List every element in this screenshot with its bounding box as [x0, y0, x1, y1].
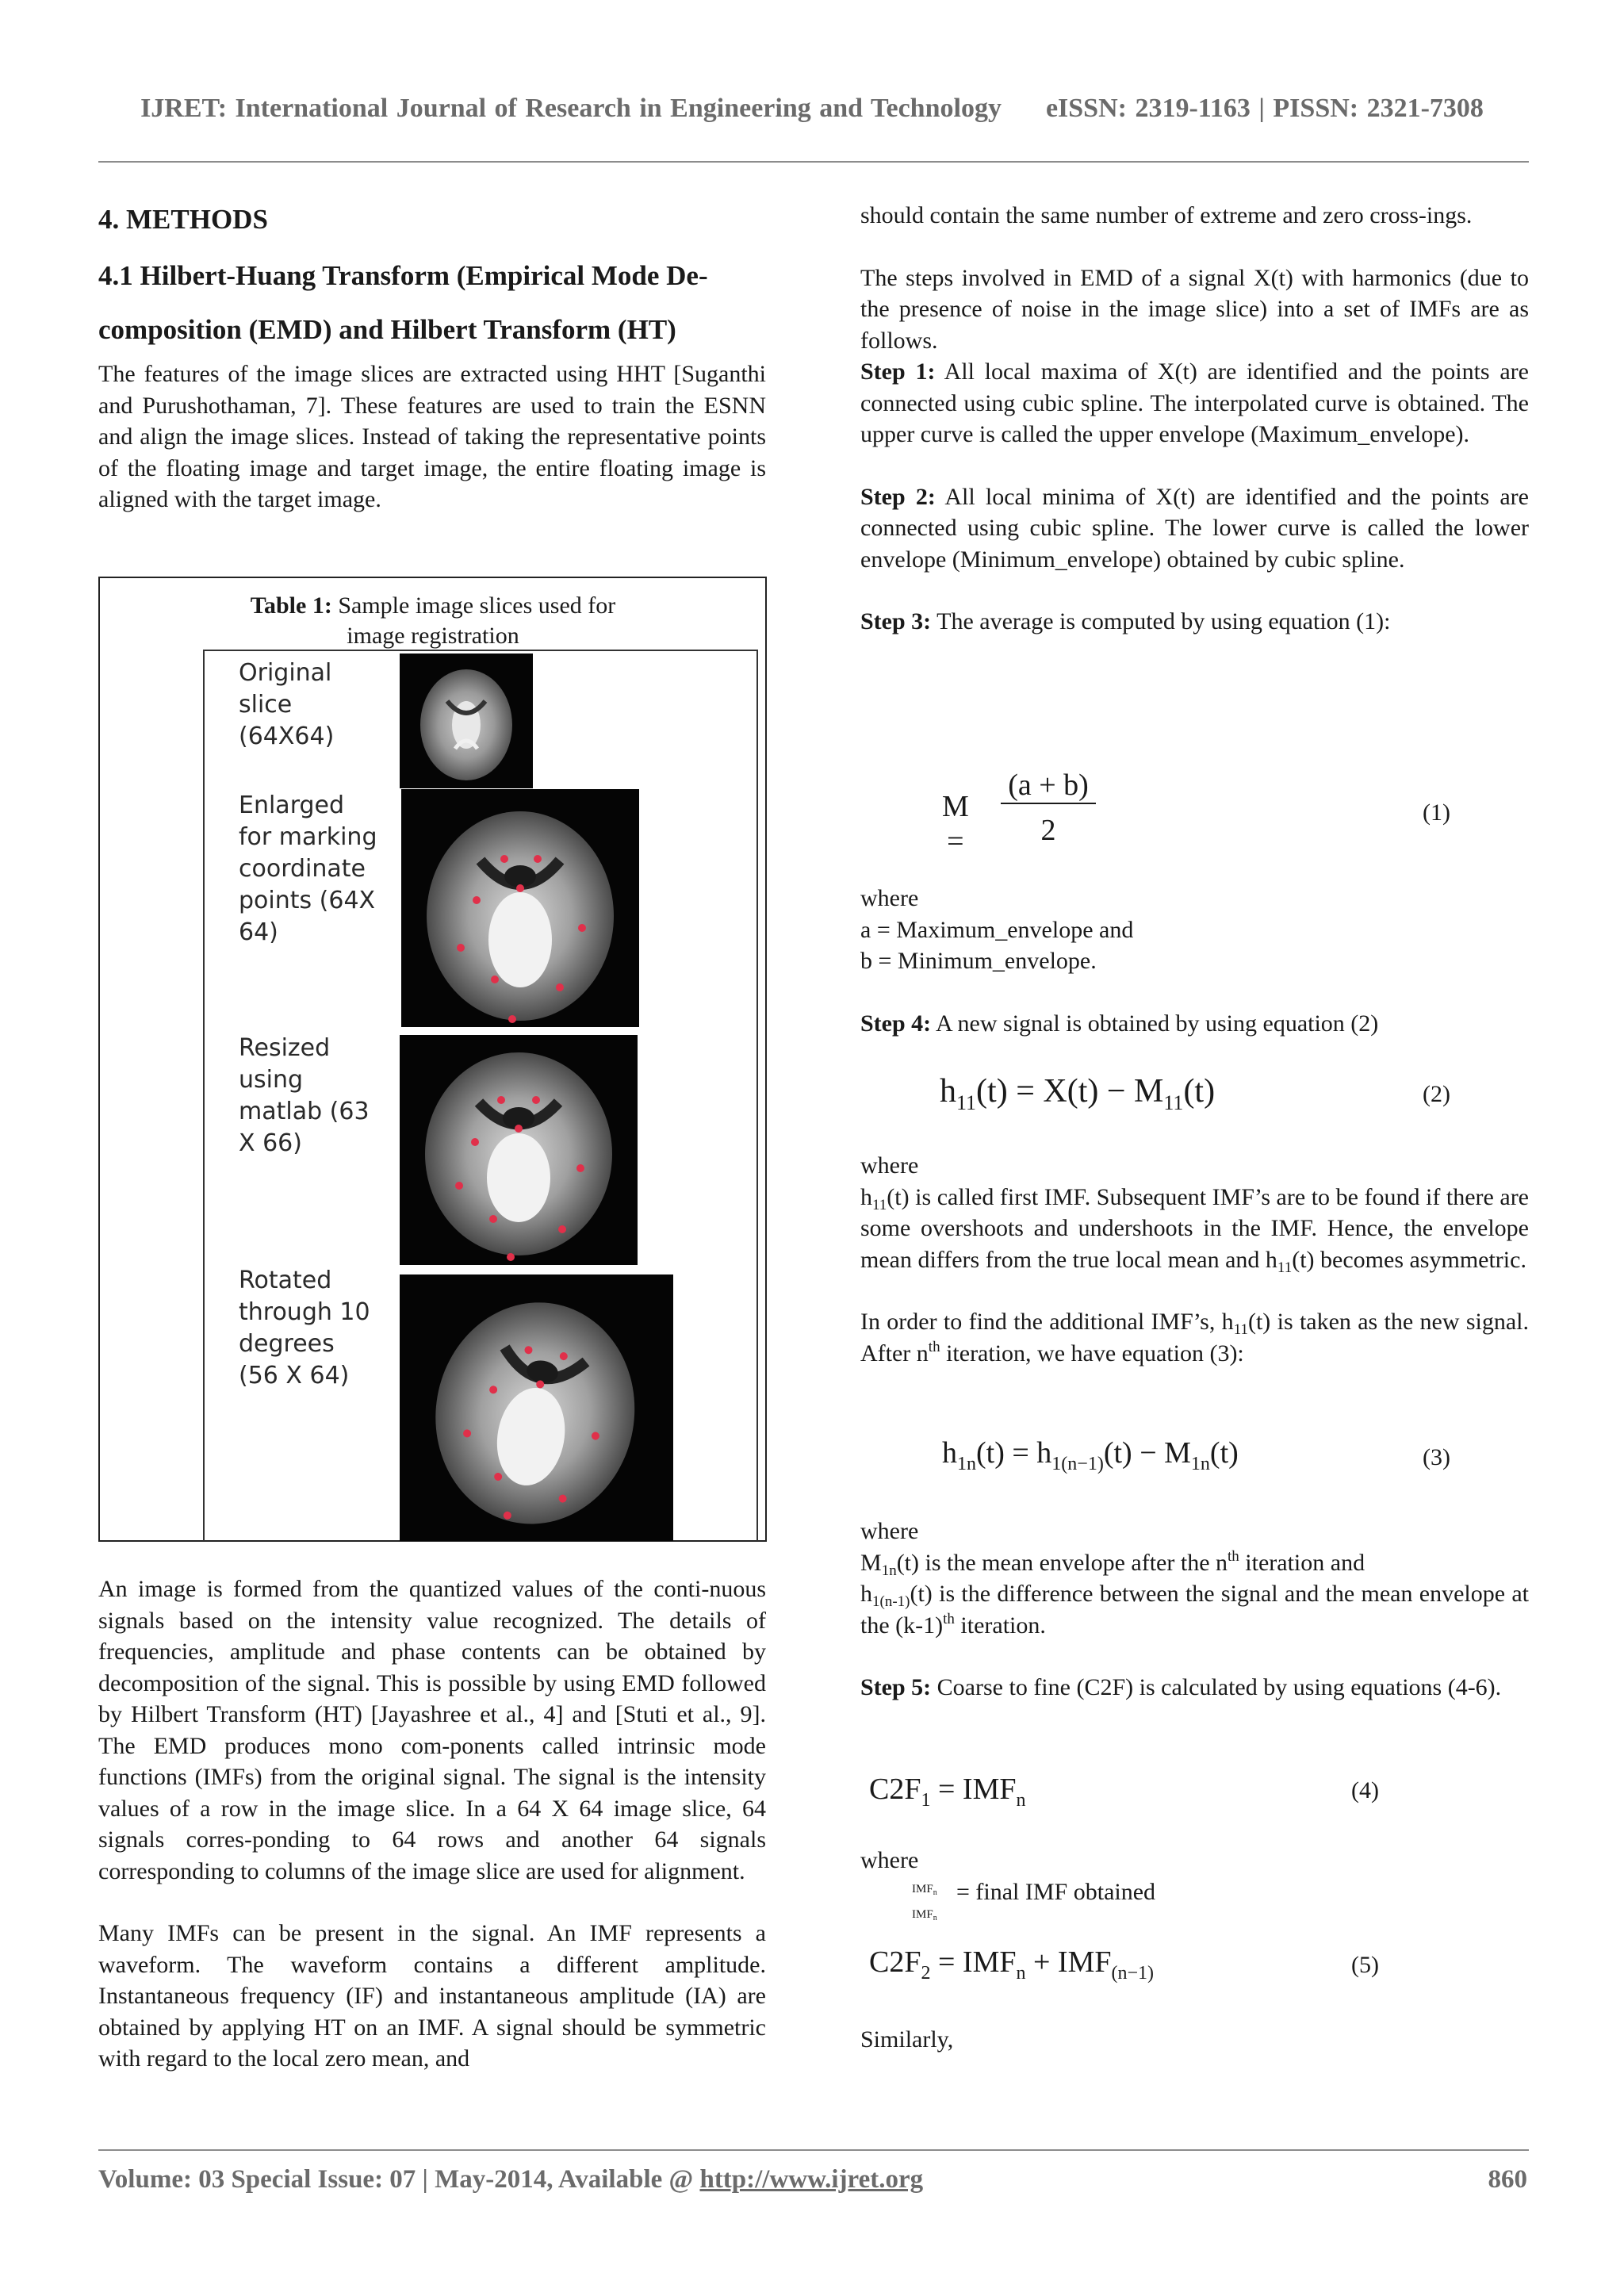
- section-title: 4. METHODS: [98, 204, 268, 235]
- footer-rule: [98, 2149, 1529, 2151]
- imf-n-symbol: $IMF_n$ $IMF_n$: [912, 1883, 937, 1922]
- right-where-2: [860, 1150, 1529, 1369]
- paragraph-step3: Step 3: The average is computed by using equation (1):: [860, 608, 1391, 634]
- page-number: 860: [1488, 2165, 1527, 2194]
- eq3-number: (3): [1423, 1444, 1450, 1470]
- brain-rotated-image: [400, 1274, 673, 1541]
- subsection-title-line1: 4.1 Hilbert-Huang Transform (Empirical Mode De-: [98, 260, 708, 291]
- eq1-denominator: 2: [1040, 814, 1056, 847]
- header-rule: [98, 161, 1529, 163]
- brain-enlarged-image: [401, 789, 639, 1027]
- paragraph-image-formation: An image is formed from the quantized values of the conti-nuous signals based on the intensity value recognized. The details of frequencies, amplitude and phase contents can be obtained by decomposition of the signal. This is possible by using EMD followed by Hilbert Transform (HT) [Jayashree et al., 4] and [Stuti et al., 9]. The EMD produces mono com-ponents called intrinsic mode functions (IMFs) from the original signal. The signal is the intensity values of a row in the image slice. In a 64 X 64 image slice, 64 signals corres-ponding to 64 rows and another 64 signals corresponding to columns of the image slice are used for alignment.: [98, 1576, 766, 1884]
- brain-resized-image: [400, 1035, 638, 1265]
- row-label-resized: Resized using matlab (63 X 66): [239, 1034, 370, 1157]
- journal-title: IJRET: International Journal of Research in Engineering and Technology: [140, 94, 1002, 123]
- running-header: [0, 94, 1624, 124]
- paragraph-step4: Step 4: A new signal is obtained by using equation (2): [860, 1010, 1379, 1037]
- table-1: [98, 577, 767, 1542]
- paragraph-order: In order to find the additional IMF’s, $h_{11}(t)$ is taken as the new signal. After $n^{th}$ iteration, we have equation (3):: [860, 1309, 1529, 1366]
- paragraph-emd-steps: The steps involved in EMD of a signal X(t) with harmonics (due to the presence of noise in the image slice) into a set of IMFs are as follows.: [860, 264, 1529, 354]
- where-label-4: where: [860, 1847, 919, 1873]
- subsection-title-line2: composition (EMD) and Hilbert Transform (HT): [98, 314, 676, 345]
- right-column: [860, 200, 1529, 638]
- row-label-enlarged: Enlarged for marking coordinate points (64X 64): [239, 792, 377, 946]
- equation-3: $h_{1n}(t) = h_{1(n-1)}(t) - M_{1n}(t)$: [942, 1436, 1239, 1474]
- paragraph-h11: $h_{11}(t)$ is called first IMF. Subsequent IMF’s are to be found if there are some overshoots and undershoots in the IMF. Hence, the envelope mean differs from the true local mean and $h_{11}(t)$ becomes asymmetric.: [860, 1183, 1529, 1276]
- eq1-numerator: (a + b): [1001, 768, 1096, 804]
- footer-volume: Volume: 03 Special Issue: 07 | May-2014, Available @: [98, 2165, 700, 2194]
- where-b: b = Minimum_envelope.: [860, 948, 1097, 974]
- equation-4: $C2F_1 = IMF_n$: [869, 1773, 1026, 1811]
- equation-2: $h_{11}(t) = X(t) - M_{11}(t)$: [940, 1073, 1216, 1114]
- right-similarly: [860, 2024, 1529, 2056]
- eq1-number: (1): [1423, 799, 1450, 826]
- paragraph-h1n: $h_{1(n-1)}(t)$ is the difference between the signal and the mean envelope at the $(k-1)^{th}$ iteration.: [860, 1581, 1529, 1639]
- right-where-4: [860, 1845, 1529, 1876]
- right-where-3: [860, 1516, 1529, 1704]
- row-label-rotated: Rotated through 10 degrees (56 X 64): [239, 1267, 370, 1389]
- table-caption: Table 1: Sample image slices used for image registration: [250, 592, 616, 649]
- right-where-1: [860, 883, 1529, 1039]
- where-label-2: where: [860, 1152, 919, 1179]
- left-column-lower: [98, 1573, 766, 2075]
- paragraph-step1: Step 1: All local maxima of X(t) are identified and the points are connected using cubic spline. The interpolated curve is obtained. The upper curve is called the upper envelope (Maximum_envelope).: [860, 358, 1529, 447]
- paragraph-hht-features: The features of the image slices are extracted using HHT [Suganthi and Purushothaman, 7]. These features are used to train the ESNN and align the image slices. Instead of taking the representative points of the floating image and target image, the entire floating image is aligned with the target image.: [98, 361, 766, 512]
- issn: eISSN: 2319-1163 | PISSN: 2321-7308: [1045, 94, 1484, 123]
- eq1-lhs: M =: [942, 790, 969, 858]
- paragraph-step5: Step 5: Coarse to fine (C2F) is calculated by using equations (4-6).: [860, 1674, 1502, 1700]
- equation-5: $C2F_2 = IMF_n + IMF_{(n-1)}$: [869, 1945, 1155, 1984]
- eq2-number: (2): [1423, 1081, 1450, 1107]
- paragraph-step2: Step 2: All local minima of X(t) are identified and the points are connected using cubic spline. The lower curve is called the lower envelope (Minimum_envelope) obtained by cubic spline.: [860, 483, 1529, 573]
- left-column: [98, 201, 766, 516]
- footer: [98, 2165, 1529, 2194]
- brain-original-image: [400, 654, 533, 788]
- row-label-original: Original slice (64X64): [239, 659, 335, 750]
- eq5-number: (5): [1351, 1952, 1379, 1978]
- similarly-text: Similarly,: [860, 2026, 954, 2053]
- final-imf-text: = final IMF obtained: [956, 1879, 1156, 1905]
- where-label-3: where: [860, 1518, 919, 1544]
- where-label: where: [860, 885, 919, 911]
- paragraph-imf: Many IMFs can be present in the signal. An IMF represents a waveform. The waveform contains a different amplitude. Instantaneous frequency (IF) and instantaneous amplitude (IA) are obtained by applying HT on an IMF. A signal should be symmetric with regard to the local zero mean, and: [98, 1920, 766, 2072]
- eq4-number: (4): [1351, 1777, 1379, 1803]
- paragraph-m1n: $M_{1n}(t)$ is the mean envelope after the $n^{th}$ iteration and: [860, 1547, 1365, 1579]
- footer-link[interactable]: http://www.ijret.org: [699, 2165, 924, 2194]
- where-a: a = Maximum_envelope and: [860, 916, 1134, 943]
- paragraph-crossings: should contain the same number of extreme and zero cross-ings.: [860, 202, 1473, 228]
